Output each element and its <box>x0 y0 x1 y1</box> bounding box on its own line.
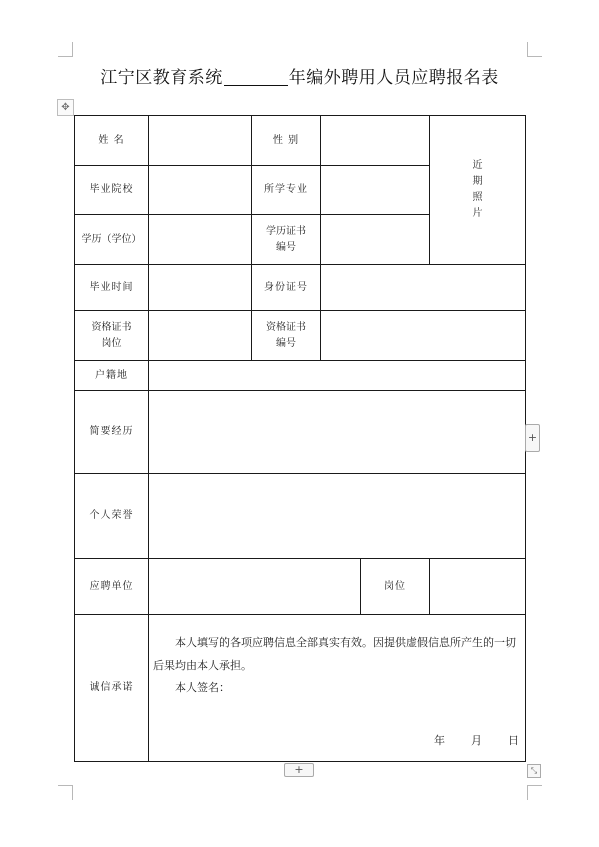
apply-unit-label: 应聘单位 <box>75 559 149 615</box>
pledge-text: 本人填写的各项应聘信息全部真实有效。因提供虚假信息所产生的一切后果均由本人承担。 <box>153 636 516 672</box>
qual-cert-post-field[interactable] <box>149 311 252 361</box>
date-month: 月 <box>471 734 482 747</box>
crop-mark-top-right <box>527 42 542 57</box>
title-suffix: 年编外聘用人员应聘报名表 <box>288 68 499 88</box>
qual-cert-post-label <box>75 311 149 361</box>
apply-unit-field[interactable] <box>149 559 361 615</box>
add-column-button[interactable]: + <box>525 424 540 452</box>
major-field[interactable] <box>321 166 430 215</box>
post-label: 岗位 <box>361 559 430 615</box>
title-year-blank[interactable] <box>224 69 288 86</box>
school-field[interactable] <box>149 166 252 215</box>
crop-mark-bottom-left <box>58 785 73 800</box>
signature-label: 本人签名： <box>175 681 230 694</box>
degree-cert-field[interactable] <box>321 215 430 265</box>
qual-cert-no-field[interactable] <box>321 311 526 361</box>
resize-diagonal-icon[interactable]: ⤡ <box>527 764 541 778</box>
post-field[interactable] <box>430 559 526 615</box>
date-day: 日 <box>508 734 519 747</box>
gender-label: 性 别 <box>252 116 321 166</box>
qual-cert-no-label <box>252 311 321 361</box>
degree-label: 学历（学位） <box>75 215 149 265</box>
major-label: 所学专业 <box>252 166 321 215</box>
date-line <box>408 733 519 749</box>
degree-cert-label-line1: 学历证书 <box>266 225 306 237</box>
grad-time-label: 毕业时间 <box>75 265 149 311</box>
crop-mark-top-left <box>58 42 73 57</box>
pledge-cell[interactable] <box>149 615 526 762</box>
id-number-label: 身份证号 <box>252 265 321 311</box>
id-number-field[interactable] <box>321 265 526 311</box>
crop-mark-bottom-right <box>527 785 542 800</box>
grad-time-field[interactable] <box>149 265 252 311</box>
add-row-button[interactable]: + <box>284 763 314 777</box>
resume-label: 简要经历 <box>75 391 149 474</box>
qual-cert-no-label-line2: 编号 <box>276 337 296 349</box>
hukou-field[interactable] <box>149 361 526 391</box>
qual-cert-post-label-line1: 资格证书 <box>91 321 132 333</box>
gender-field[interactable] <box>321 116 430 166</box>
pledge-label: 诚信承诺 <box>75 615 149 762</box>
hukou-label: 户籍地 <box>75 361 149 391</box>
degree-cert-label-line2: 编号 <box>276 241 296 253</box>
name-label: 姓 名 <box>75 116 149 166</box>
application-form-table <box>74 115 526 762</box>
honors-label: 个人荣誉 <box>75 474 149 559</box>
photo-label: 近期照片 <box>472 160 483 219</box>
honors-field[interactable] <box>149 474 526 559</box>
qual-cert-post-label-line2: 岗位 <box>101 337 122 349</box>
title-prefix: 江宁区教育系统 <box>100 68 223 88</box>
table-move-cross-icon[interactable]: ✥ <box>57 99 74 116</box>
qual-cert-no-label-line1: 资格证书 <box>266 321 306 333</box>
resume-field[interactable] <box>149 391 526 474</box>
name-field[interactable] <box>149 116 252 166</box>
school-label: 毕业院校 <box>75 166 149 215</box>
degree-cert-label <box>252 215 321 265</box>
degree-field[interactable] <box>149 215 252 265</box>
date-year: 年 <box>434 734 445 747</box>
form-title <box>0 63 599 88</box>
photo-cell[interactable] <box>430 116 526 265</box>
